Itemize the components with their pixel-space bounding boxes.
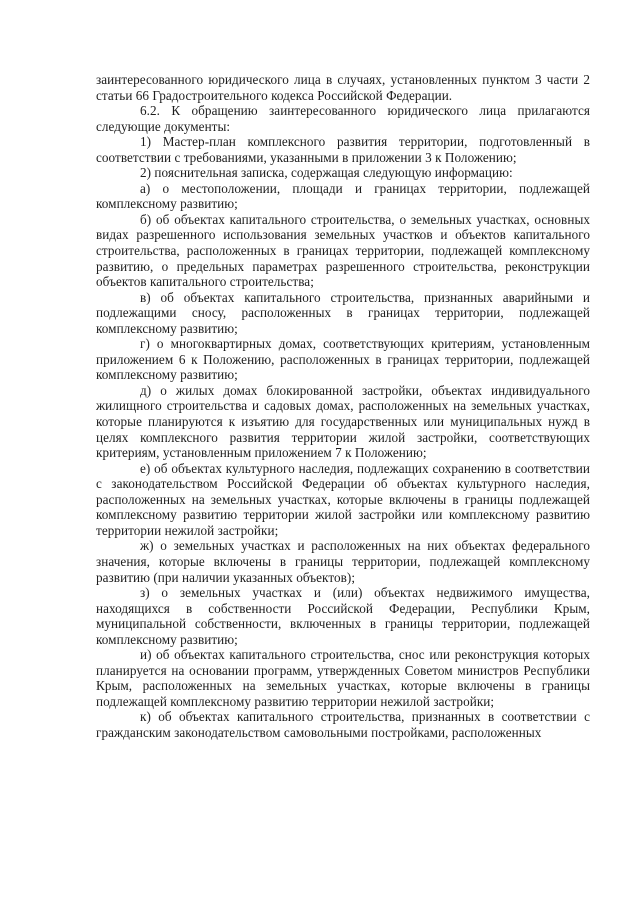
paragraph-subitem-d: д) о жилых домах блокированной застройки, объектах индивидуального жилищного строительства и садовых домах, расположенных на земельных участках, которые планируются к изъятию для государственных или муниципальных нужд в целях комплексного развития территории жилой застройки, соответствующих критериям, установленным приложением 7 к Положению; — [96, 382, 590, 461]
paragraph-subitem-a: а) о местоположении, площади и границах территории, подлежащей комплексному развитию; — [96, 180, 590, 212]
paragraph-subitem-i: и) об объектах капитального строительства, снос или реконструкция которых планируется на основании программ, утвержденных Советом министров Республики Крым, расположенных на земельных участках, которые включены в границы подлежащей комплексному развитию территории нежилой застройки; — [96, 647, 590, 709]
paragraph-subitem-g: г) о многоквартирных домах, соответствующих критериям, установленным приложением 6 к Положению, расположенных в границах территории, подлежащей комплексному развитию; — [96, 336, 590, 383]
paragraph-continuation: заинтересованного юридического лица в случаях, установленных пунктом 3 части 2 статьи 66 Градостроительного кодекса Российской Федерации. — [96, 72, 590, 103]
paragraph-6-2: 6.2. К обращению заинтересованного юридического лица прилагаются следующие документы: — [96, 103, 590, 134]
document-body — [96, 72, 590, 741]
paragraph-subitem-z: з) о земельных участках и (или) объектах недвижимого имущества, находящихся в собственности Российской Федерации, Республики Крым, муниципальной собственности, включенных в границы территории, подлежащей комплексному развитию; — [96, 585, 590, 647]
paragraph-subitem-b: б) об объектах капитального строительства, о земельных участках, основных видах разрешенного использования земельных участков и объектов капитального строительства, расположенных в границах территории, подлежащей комплексному развитию, о предельных параметрах разрешенного строительства, реконструкции объектов капитального строительства; — [96, 211, 590, 290]
paragraph-subitem-e: е) об объектах культурного наследия, подлежащих сохранению в соответствии с законодательством Российской Федерации об объектах культурного наследия, расположенных на земельных участках, которые включены в границы подлежащей комплексному развитию территории жилой застройки или комплексному развитию территории нежилой застройки; — [96, 460, 590, 538]
paragraph-subitem-k: к) об объектах капитального строительства, признанных в соответствии с гражданским законодательством самовольными постройками, расположенных — [96, 709, 590, 740]
paragraph-item-2: 2) пояснительная записка, содержащая следующую информацию: — [140, 165, 513, 181]
paragraph-subitem-zh: ж) о земельных участках и расположенных на них объектах федерального значения, которые включены в границы территории, подлежащей комплексному развитию (при наличии указанных объектов); — [96, 538, 590, 585]
paragraph-item-1: 1) Мастер-план комплексного развития территории, подготовленный в соответствии с требованиями, указанными в приложении 3 к Положению; — [96, 134, 590, 165]
paragraph-subitem-v: в) об объектах капитального строительства, признанных аварийными и подлежащими сносу, расположенных в границах территории, подлежащей комплексному развитию; — [96, 289, 590, 336]
